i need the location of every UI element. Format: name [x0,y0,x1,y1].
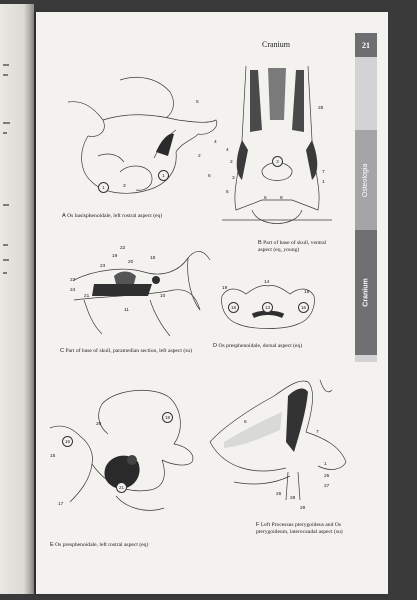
figure-f-drawing [204,372,354,512]
figure-e-presphenoid-rostral [46,384,206,524]
figure-e-label: 15 [50,454,56,459]
figure-b-drawing [222,60,332,250]
figure-c-letter: C [60,348,65,354]
figure-a-basisphenoid [58,72,223,212]
figure-b-label: 4 [226,148,229,153]
figure-e-circled-label: 21 [116,482,127,493]
figure-c-label: 24 [70,288,76,293]
figure-e-circled-label: 16 [62,436,73,447]
figure-b-caption [258,240,338,254]
figure-e-drawing [46,384,206,524]
figure-f-label: 7 [316,430,319,435]
figure-c-caption [60,348,200,355]
figure-f-caption [256,522,356,536]
figure-c-label: 10 [160,294,166,299]
figure-f-label: 28 [290,496,296,501]
figure-a-circled-label: 1 [98,182,109,193]
figure-b-label: 8 [280,196,283,201]
figure-e-caption-text: Os presphenoidale, left rostral aspect (eq) [55,542,149,548]
figure-a-drawing [58,72,223,212]
figure-a-caption-text: Os basisphenoidale, left rostral aspect (eq) [67,213,163,219]
figure-a-letter: A [62,213,66,219]
figure-e-label: 17 [58,502,64,507]
page-number: 21 [355,33,377,57]
figure-e-circled-label: 18 [162,412,173,423]
figure-c-label: 19 [112,254,118,259]
page-header-title: Cranium [262,40,290,49]
figure-f-label: 29 [300,506,306,511]
previous-page-edge [0,4,34,594]
figure-b-label: 2 [230,160,233,165]
figure-e-label: 20 [96,422,102,427]
thumb-tab-label: Cranium [362,278,370,307]
figure-d-caption-text: Os presphenoidale, dorsal aspect (eq) [218,343,303,349]
figure-e-caption [50,542,220,549]
figure-a-caption [62,213,232,220]
figure-d-circled-label: 13 [262,302,273,313]
figure-d-label: 15 [304,290,310,295]
figure-b-label: 6 [264,196,267,201]
figure-f-label: 26 [276,492,282,497]
figure-b-circled-label: 3 [272,156,283,167]
figure-a-label: 3 [123,184,126,189]
figure-c-label: 18 [150,256,156,261]
figure-c-label: 20 [128,260,134,265]
figure-b-caption-text: Part of base of skull, ventral aspect (eq, young) [258,240,327,253]
figure-b-label: 28 [318,106,324,111]
figure-d-letter: D [213,343,218,349]
figure-d-presphenoid-dorsal [218,278,318,338]
thumb-tab-label: Osteologia [362,163,370,197]
figure-d-caption [213,343,343,350]
figure-f-caption-text: Left Processus pterygoideus and Os pterygoideum, laterocaudal aspect (su) [256,522,343,535]
figure-e-letter: E [50,542,54,548]
figure-a-label: 4 [214,140,217,145]
figure-b-label: 7 [322,170,325,175]
figure-a-circled-label: 1 [158,170,169,181]
figure-d-circled-label: 18 [228,302,239,313]
figure-d-label: 14 [264,280,270,285]
thumb-tab-cranium[interactable] [355,230,377,355]
figure-c-label: 22 [70,278,76,283]
figure-f-pterygoid-process [204,372,354,512]
thumb-tab-osteologia[interactable] [355,130,377,230]
figure-a-label: 6 [208,174,211,179]
figure-f-letter: F [256,522,260,528]
figure-c-label: 22 [120,246,126,251]
figure-d-circled-label: 16 [298,302,309,313]
figure-f-label: 27 [324,484,330,489]
figure-a-label: 5 [196,100,199,105]
figure-b-skull-base-ventral [222,60,332,250]
figure-d-label: 19 [222,286,228,291]
figure-c-label: 11 [124,308,129,313]
figure-c-label: 21 [84,294,90,299]
figure-f-label: 25 [324,474,330,479]
figure-f-label: 6 [244,420,247,425]
figure-c-skull-paramedian [64,240,214,340]
figure-b-label: 1 [322,180,325,185]
figure-b-label: 3 [232,176,235,181]
figure-f-label: 1 [324,462,327,467]
figure-c-drawing [64,240,214,340]
figure-c-caption-text: Part of base of skull, paramedian section, left aspect (su) [65,348,193,354]
figure-b-letter: B [258,240,262,246]
figure-c-label: 23 [100,264,106,269]
figure-b-label: 5 [226,190,229,195]
figure-a-label: 2 [198,154,201,159]
